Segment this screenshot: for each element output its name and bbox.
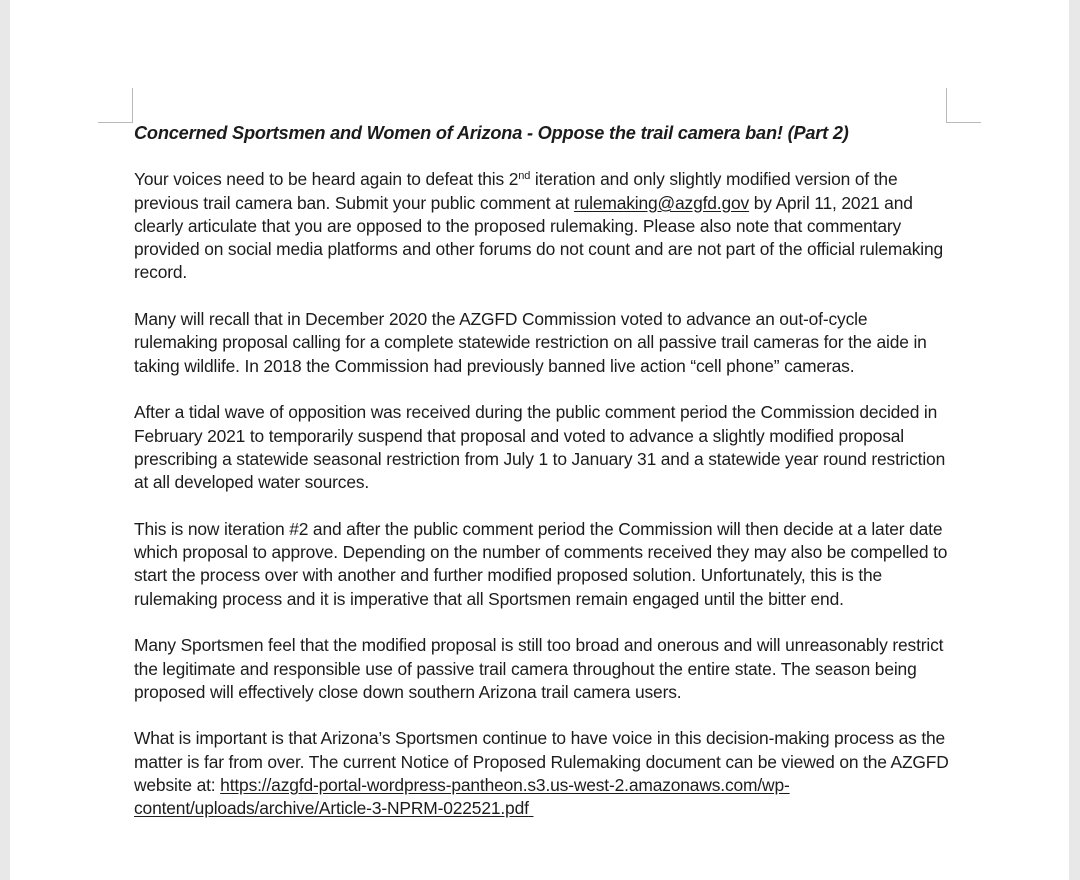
paragraph-6 <box>134 727 954 820</box>
ordinal-suffix: nd <box>518 170 531 183</box>
paragraph-3: After a tidal wave of opposition was received during the public comment period the Commission decided in February 2021 to temporarily suspend that proposal and voted to advance a slightly modified proposal prescribing a statewide seasonal restriction from July 1 to January 31 and a statewide year round restriction at all developed water sources. <box>134 402 946 493</box>
paragraph-1 <box>134 168 954 284</box>
paragraph-1-text-a: Your voices need to be heard again to defeat this 2 <box>134 169 519 190</box>
paragraph-5: Many Sportsmen feel that the modified proposal is still too broad and onerous and will unreasonably restrict the legitimate and responsible use of passive trail camera throughout the entire state. The season being proposed will effectively close down southern Arizona trail camera users. <box>134 635 944 702</box>
paragraph-1-text-b: iteration and only slightly modified version of the previous trail camera ban. Submit your public comment at <box>134 169 898 213</box>
email-link[interactable]: rulemaking@azgfd.gov <box>573 192 750 213</box>
nprm-url-part-2: content/uploads/archive/Article-3-NPRM-022521.pdf <box>134 798 529 819</box>
document-body <box>134 122 954 844</box>
margin-corner-mark-top-left <box>98 88 133 123</box>
margin-corner-mark-top-right <box>946 88 981 123</box>
paragraph-1-text-c: by April 11, 2021 and clearly articulate that you are opposed to the proposed rulemaking. Please also note that commentary provided on social media platforms and other forums do not count and are not part of the official rulemaking record. <box>134 192 944 283</box>
paragraph-6-text: What is important is that Arizona’s Sportsmen continue to have voice in this decision-making process as the matter is far from over. The current Notice of Proposed Rulemaking document can be viewed on the AZGFD website at: <box>134 728 949 796</box>
document-title: Concerned Sportsmen and Women of Arizona - Oppose the trail camera ban! (Part 2) <box>134 123 849 143</box>
paragraph-2: Many will recall that in December 2020 the AZGFD Commission voted to advance an out-of-cycle rulemaking proposal calling for a complete statewide restriction on all passive trail cameras for the aide in taking wildlife. In 2018 the Commission had previously banned live action “cell phone” cameras. <box>134 309 927 376</box>
nprm-url-link[interactable] <box>134 775 790 818</box>
document-page <box>10 0 1069 880</box>
nprm-url-part-1: https://azgfd-portal-wordpress-pantheon.s3.us-west-2.amazonaws.com/wp- <box>220 775 790 796</box>
paragraph-4: This is now iteration #2 and after the public comment period the Commission will then decide at a later date which proposal to approve. Depending on the number of comments received they may also be compelled to start the process over with another and further modified proposed solution. Unfortunately, this is the rulemaking process and it is imperative that all Sportsmen remain engaged until the bitter end. <box>134 518 948 609</box>
